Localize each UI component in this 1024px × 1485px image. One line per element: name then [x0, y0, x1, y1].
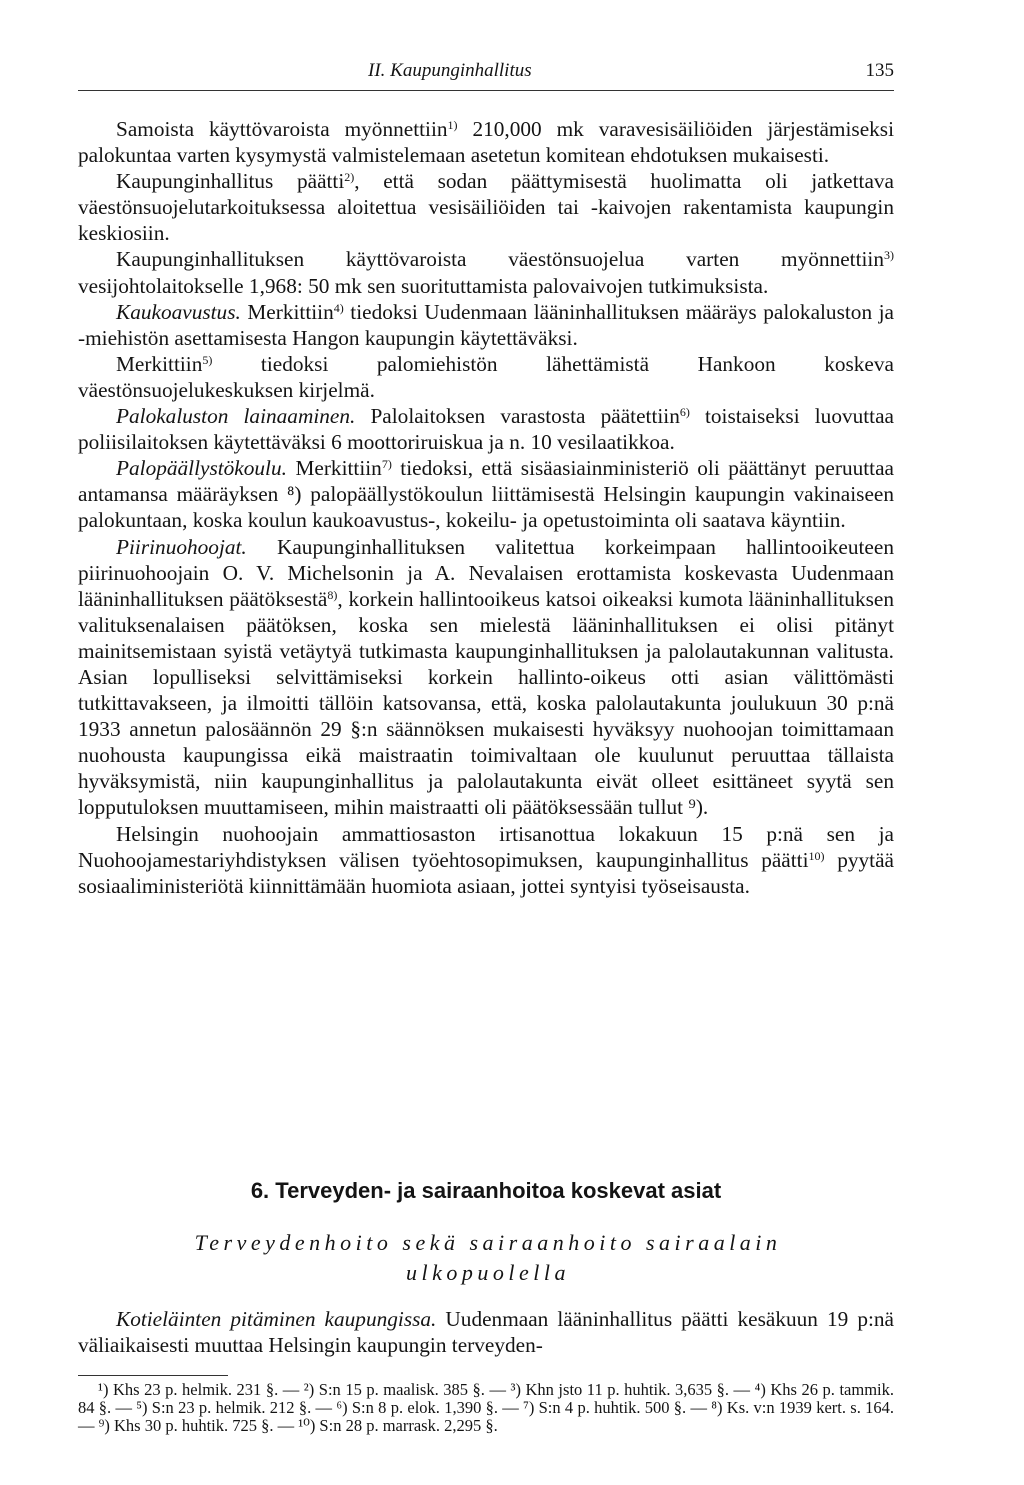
paragraph-lead: Palokaluston lainaaminen. [116, 404, 356, 429]
running-head [78, 60, 894, 86]
footnote-ref: 8) [327, 587, 338, 602]
closing-paragraph: Kotieläinten pitäminen kaupungissa. Uudenmaan lääninhallitus päätti kesäkuun 19 p:nä väliaikaisesti muuttaa Helsingin kaupungin terveyden- [78, 1307, 894, 1357]
footnote-ref: 2) [344, 170, 355, 185]
paragraph: Kaupunginhallituksen käyttövaroista väestönsuojelua varten myönnettiin$^{3)}$ vesijohtolaitokselle 1,968: 50 mk sen suorituttamista palovaivojen tutkimuksista. [78, 247, 894, 298]
section-subheading: Terveydenhoito sekä sairaanhoito sairaalain ulkopuolella [194, 1230, 782, 1285]
body-text [78, 116, 894, 899]
paragraph-lead: Piirinuohoojat. [116, 534, 247, 559]
section-heading: 6. Terveyden- ja sairaanhoitoa koskevat asiat [250, 1178, 722, 1203]
footnote-ref: 6) [679, 405, 690, 420]
footnote-ref: 10) [808, 848, 825, 863]
footnotes [78, 1381, 894, 1435]
footnote-ref: 5) [202, 352, 213, 367]
paragraph: Palokaluston lainaaminen. Palolaitoksen varastosta päätettiin$^{6)}$ toistaiseksi luovuttaa poliisilaitoksen käytettäväksi 6 moottoriruiskua ja n. 10 vesilaatikkoa. [78, 404, 895, 455]
paragraph-lead: Palopäällystökoulu. [116, 456, 287, 481]
footnote-ref: 1) [447, 118, 458, 132]
running-head-title: II. Kaupunginhallitus [368, 60, 532, 81]
footnote-text: ¹) Khs 23 p. helmik. 231 §. — ²) S:n 15 p. maalisk. 385 §. — ³) Khn jsto 11 p. huhtik. 3,635 §. — ⁴) Khs 26 p. tammik. 84 §. — ⁵) S:n 23 p. helmik. 212 §. — ⁶) S:n 8 p. elok. 1,390 §. — ⁷) S:n 4 p. huhtik. 500 §. — ⁸) Ks. v:n 1939 kert. s. 164. — ⁹) Khs 30 p. huhtik. 725 §. — ¹⁰) S:n 28 p. marrask. 2,295 §. [78, 1380, 894, 1435]
paragraph: Piirinuohoojat. Kaupunginhallituksen valitettua korkeimpaan hallintooikeuteen piirinuohoojain O. V. Michelsonin ja A. Nevalaisen erottamista koskevasta Uudenmaan lääninhallituksen päätöksestä$^{8)}$, korkein hallintooikeus katsoi oikeaksi kumota lääninhallituksen valituksenalaisen päätöksen, koska sen mielestä lääninhallituksen ei olisi pitänyt mainitsemistaan syistä vetäytyä tutkimasta kaupunginhallituksen ja palolautakunnan valitusta. Asian lopulliseksi selvittämiseksi korkein hallinto-oikeus otti asian välittömästi tutkittavakseen, ja ilmoitti tällöin katsovansa, että, koska palolautakunta joulukuun 30 p:nä 1933 annetun palosäännön 29 §:n säännöksen mukaisesti hyväksyy nuohoojan toimittamaan nuohousta kaupungissa eikä maistraatin toimivaltaan ole kuulunut peruuttaa tällaista hyväksymistä, niin kaupunginhallitus ja palolautakunta eivät olleet esittäneet syytä sen lopputuloksen muuttamiseen, mihin maistraatti oli päätöksessään tullut ⁹). [78, 534, 894, 820]
paragraph-lead: Kaukoavustus. [116, 299, 241, 324]
paragraph: Kaupunginhallitus päätti$^{2)}$, että sodan päättymisestä huolimatta oli jatkettava väestönsuojelutarkoituksessa aloitettua vesisäiliöiden tai -kaivojen rakentamista kaupungin keskiosiin. [78, 169, 895, 246]
footnote-ref: 7) [381, 457, 392, 472]
paragraph: Helsingin nuohoojain ammattiosaston irtisanottua lokakuun 15 p:nä sen ja Nuohoojamestariyhdistyksen välisen työehtosopimuksen, kaupunginhallitus päätti$^{10)}$ pyytää sosiaaliministeriötä kiinnittämään huomiota asiaan, jottei syntyisi työseisausta. [78, 821, 895, 898]
paragraph-lead: Kotieläinten pitäminen kaupungissa. [116, 1307, 437, 1331]
footnote-rule [78, 1375, 228, 1376]
paragraph: Merkittiin$^{5)}$ tiedoksi palomiehistön lähettämistä Hankoon koskeva väestönsuojelukeskuksen kirjelmä. [78, 351, 894, 402]
page-number: 135 [865, 60, 894, 81]
paragraph: Kaukoavustus. Merkittiin$^{4)}$ tiedoksi Uudenmaan lääninhallituksen määräys palokaluston ja -miehistön asettamisesta Hangon kaupungin käytettäväksi. [78, 299, 895, 350]
paragraph: Palopäällystökoulu. Merkittiin$^{7)}$ tiedoksi, että sisäasiainministeriö oli päättänyt peruuttaa antamansa määräyksen ⁸) palopäällystökoulun liittämisestä Helsingin kaupungin vakinaiseen palokuntaan, koska koulun kaukoavustus-, kokeilu- ja opetustoiminta oli saatava käyntiin. [78, 456, 894, 533]
document-page [78, 60, 895, 1435]
header-rule [78, 90, 894, 91]
footnote-ref: 3) [884, 248, 894, 263]
paragraph: Samoista käyttövaroista myönnettiin$^{1)}$ 210,000 mk varavesisäiliöiden järjestämiseksi palokuntaa varten kysymystä valmistelemaan asetetun komitean ehdotuksen mukaisesti. [78, 117, 894, 168]
footnote-ref: 4) [333, 300, 344, 315]
